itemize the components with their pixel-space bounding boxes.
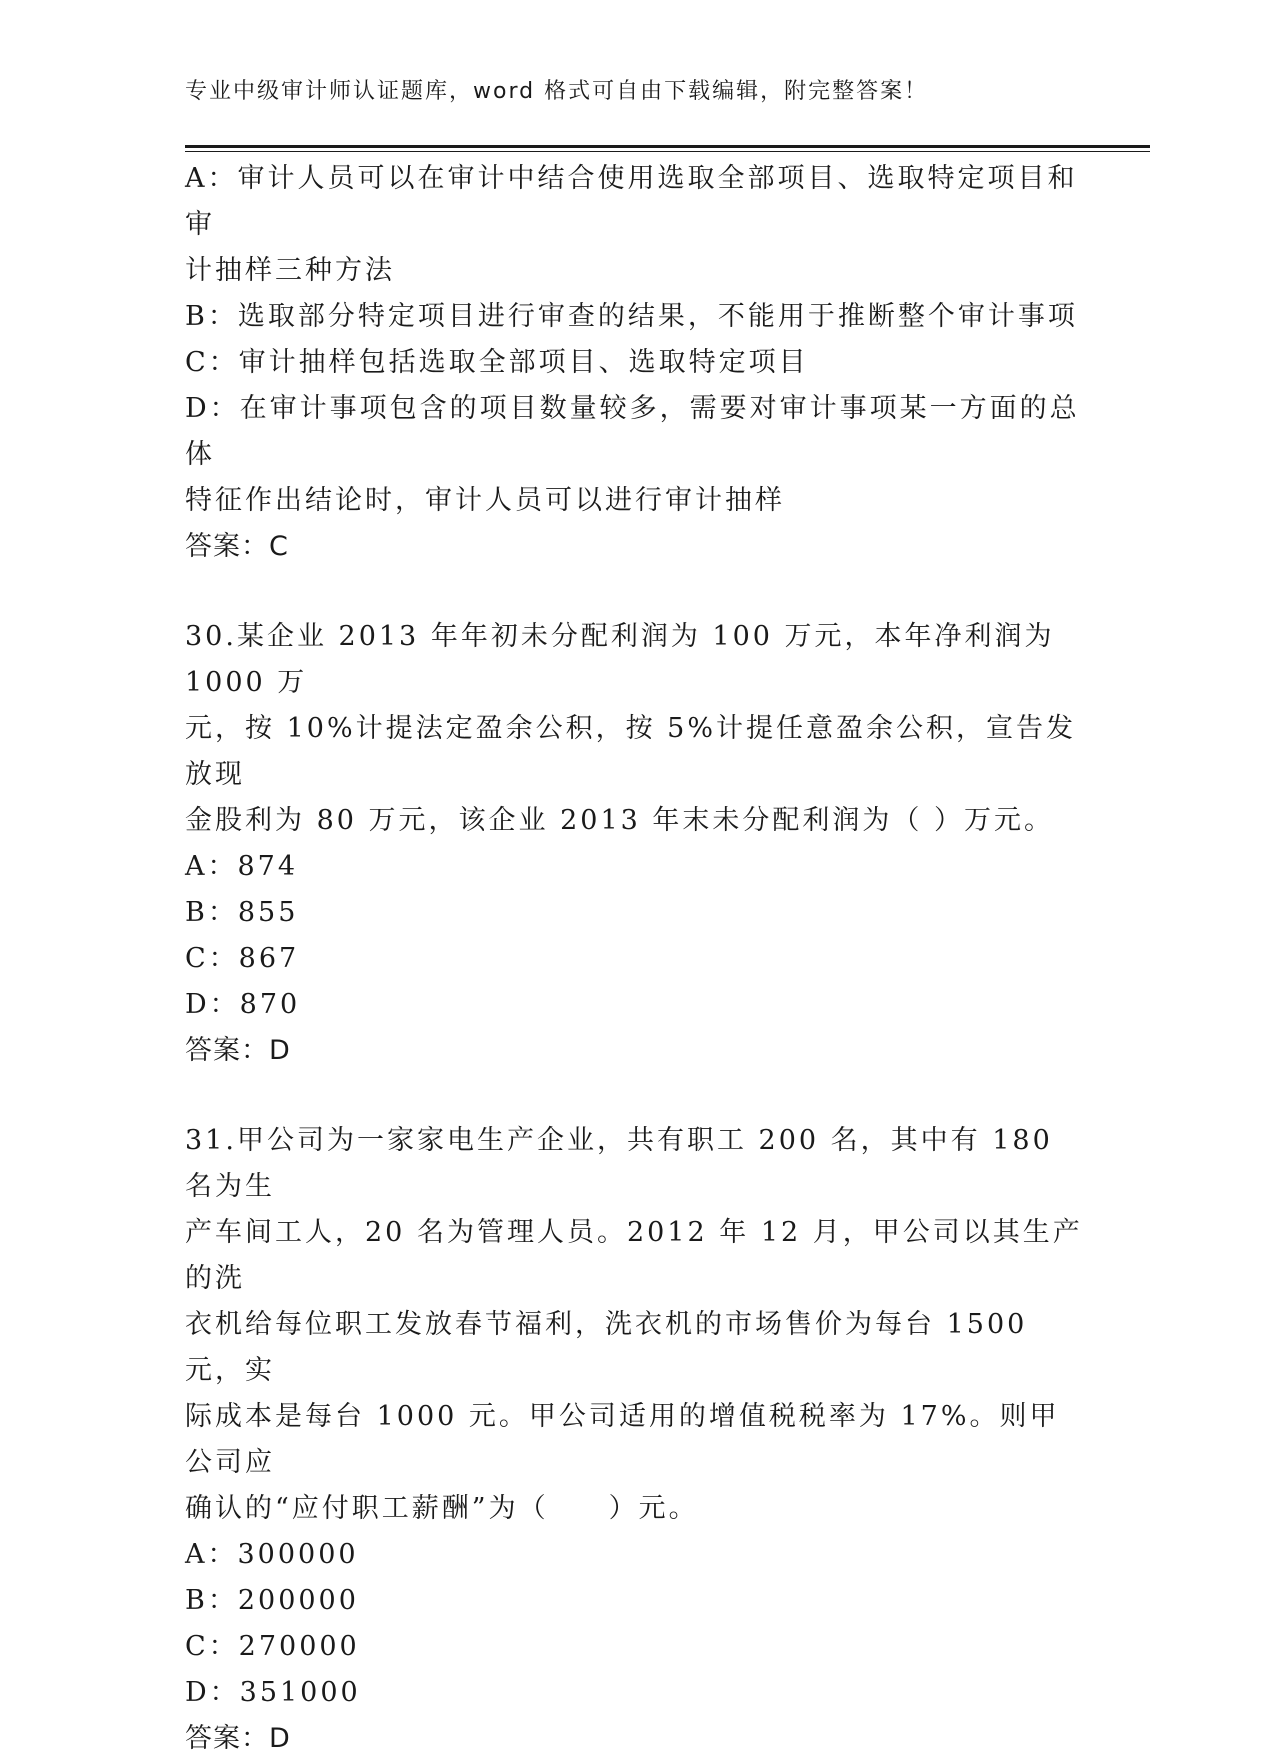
answer: 答案：D: [185, 1723, 291, 1754]
question-stem-line-2: 元，按 10%计提法定盈余公积，按 5%计提任意盈余公积，宣告发放现: [185, 713, 1077, 790]
header-rule-thin: [185, 151, 1150, 152]
question-stem-line-3: 衣机给每位职工发放春节福利，洗衣机的市场售价为每台 1500 元，实: [185, 1309, 1039, 1386]
option-b: B：选取部分特定项目进行审查的结果，不能用于推断整个审计事项: [185, 301, 1078, 332]
option-b: B：200000: [185, 1585, 359, 1616]
option-a-line-1: A：审计人员可以在审计中结合使用选取全部项目、选取特定项目和审: [185, 163, 1078, 240]
answer: 答案：C: [185, 531, 289, 562]
option-a-line-2: 计抽样三种方法: [185, 255, 395, 286]
option-c: C：867: [185, 943, 300, 974]
spacer: [185, 570, 1085, 614]
question-30: [185, 614, 1085, 1074]
question-stem-line-1: 31.甲公司为一家家电生产企业，共有职工 200 名，其中有 180 名为生: [185, 1125, 1065, 1202]
option-a: A：874: [185, 851, 299, 882]
option-c: C：审计抽样包括选取全部项目、选取特定项目: [185, 347, 809, 378]
question-31: [185, 1118, 1085, 1762]
option-d-line-1: D：在审计事项包含的项目数量较多，需要对审计事项某一方面的总体: [185, 393, 1080, 470]
option-d: D：870: [185, 989, 301, 1020]
spacer: [185, 1074, 1085, 1118]
question-content: [185, 156, 1085, 1762]
question-stem-line-4: 际成本是每台 1000 元。甲公司适用的增值税税率为 17%。则甲公司应: [185, 1401, 1060, 1478]
question-stem-line-3: 金股利为 80 万元，该企业 2013 年末未分配利润为（ ）万元。: [185, 805, 1054, 836]
question-stem-line-5: 确认的“应付职工薪酬”为（ ）元。: [185, 1493, 699, 1524]
option-b: B：855: [185, 897, 299, 928]
option-c: C：270000: [185, 1631, 360, 1662]
page-header: 专业中级审计师认证题库，word 格式可自由下载编辑，附完整答案！: [185, 79, 929, 104]
header-rule-thick: [185, 145, 1150, 148]
answer: 答案：D: [185, 1035, 291, 1066]
question-29: [185, 156, 1085, 570]
option-d: D：351000: [185, 1677, 361, 1708]
question-stem-line-1: 30.某企业 2013 年年初未分配利润为 100 万元，本年净利润为 1000 万: [185, 621, 1067, 698]
option-d-line-2: 特征作出结论时，审计人员可以进行审计抽样: [185, 485, 785, 516]
option-a: A：300000: [185, 1539, 359, 1570]
question-stem-line-2: 产车间工人，20 名为管理人员。2012 年 12 月，甲公司以其生产的洗: [185, 1217, 1083, 1294]
